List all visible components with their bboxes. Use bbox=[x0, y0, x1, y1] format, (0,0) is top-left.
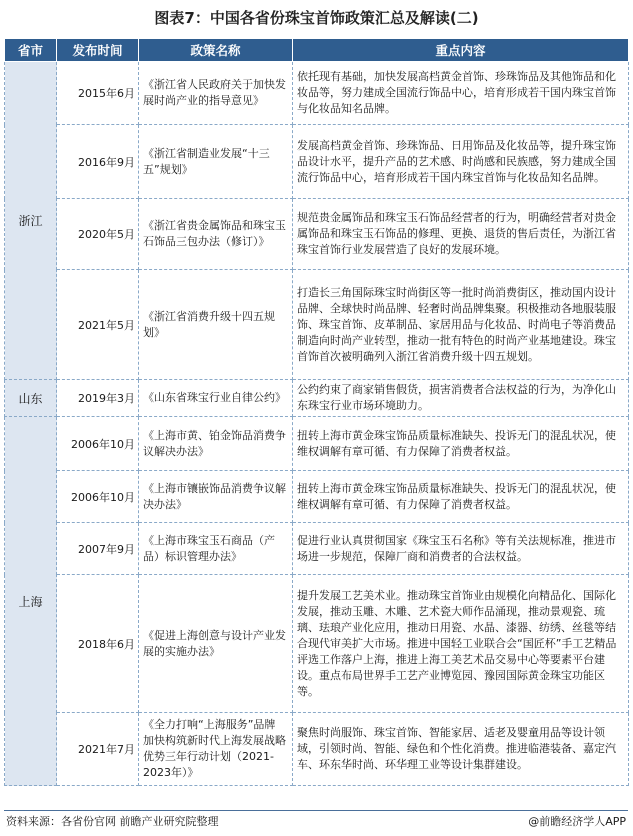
table-row bbox=[5, 270, 629, 380]
date-cell: 2006年10月 bbox=[57, 417, 139, 471]
table-row bbox=[5, 199, 629, 270]
footer bbox=[4, 810, 628, 831]
table-row bbox=[5, 62, 629, 125]
content-cell: 公约约束了商家销售假货，损害消费者合法权益的行为，为净化山东珠宝行业市场环境助力。 bbox=[293, 380, 629, 417]
table-row bbox=[5, 417, 629, 471]
date-cell: 2021年7月 bbox=[57, 713, 139, 786]
content-cell: 促进行业认真贯彻国家《珠宝玉石名称》等有关法规标准，推进市场进一步规范，保障厂商和消费者的合法权益。 bbox=[293, 523, 629, 575]
header-policy-name: 政策名称 bbox=[139, 39, 293, 62]
content-cell: 发展高档黄金首饰、珍珠饰品、日用饰品及化妆品等，提升珠宝饰品设计水平，提升产品的艺术感、时尚感和民族感，努力建成全国流行饰品中心，培育形成若干国内珠宝首饰与化妆品知名品牌。 bbox=[293, 125, 629, 199]
date-cell: 2018年6月 bbox=[57, 575, 139, 713]
date-cell: 2015年6月 bbox=[57, 62, 139, 125]
header-key-content: 重点内容 bbox=[293, 39, 629, 62]
content-cell: 扭转上海市黄金珠宝饰品质量标准缺失、投诉无门的混乱状况，使维权调解有章可循、有力保障了消费者权益。 bbox=[293, 471, 629, 523]
table-row bbox=[5, 125, 629, 199]
policy-name-cell: 《上海市黄、铂金饰品消费争议解决办法》 bbox=[139, 417, 293, 471]
date-cell: 2019年3月 bbox=[57, 380, 139, 417]
table-row bbox=[5, 471, 629, 523]
policy-table bbox=[4, 38, 629, 786]
policy-name-cell: 《浙江省消费升级十四五规划》 bbox=[139, 270, 293, 380]
table-row bbox=[5, 575, 629, 713]
table-row bbox=[5, 523, 629, 575]
policy-name-cell: 《浙江省贵金属饰品和珠宝玉石饰品三包办法（修订）》 bbox=[139, 199, 293, 270]
date-cell: 2007年9月 bbox=[57, 523, 139, 575]
policy-name-cell: 《上海市镶嵌饰品消费争议解决办法》 bbox=[139, 471, 293, 523]
header-date: 发布时间 bbox=[57, 39, 139, 62]
date-cell: 2006年10月 bbox=[57, 471, 139, 523]
content-cell: 规范贵金属饰品和珠宝玉石饰品经营者的行为，明确经营者对贵金属饰品和珠宝玉石饰品的修理、更换、退货的售后责任，为浙江省珠宝首饰行业发展营造了良好的发展环境。 bbox=[293, 199, 629, 270]
source-note: 资料来源：各省份官网 前瞻产业研究院整理 bbox=[6, 815, 219, 828]
policy-name-cell: 《促进上海创意与设计产业发展的实施办法》 bbox=[139, 575, 293, 713]
content-cell: 打造长三角国际珠宝时尚街区等一批时尚消费街区，推动国内设计品牌、全球快时尚品牌、轻奢时尚品牌集聚。积极推动各地服装服饰、珠宝首饰、皮革制品、家居用品与化妆品、时尚电子等消费品制造向时尚产业转型，推动一批有特色的时尚产业基地建设。珠宝首饰首次被明确列入浙江省消费升级十四五规划。 bbox=[293, 270, 629, 380]
app-credit: @前瞻经济学人APP bbox=[528, 815, 626, 828]
date-cell: 2020年5月 bbox=[57, 199, 139, 270]
content-cell: 提升发展工艺美术业。推动珠宝首饰业由规模化向精品化、国际化发展，推动玉雕、木雕、艺术瓷大师作品涌现，推动景观瓷、琉璃、珐琅产业化应用，推动日用瓷、水晶、漆器、纺绣、丝毯等结合现代审美扩大市场。推进中国轻工业联合会“国匠杯”手工艺精品评选工作落户上海，推进上海工美艺术品交易中心等要素平台建设。重点布局世界手工艺产业博览园、豫园国际黄金珠宝功能区等。 bbox=[293, 575, 629, 713]
table-row bbox=[5, 380, 629, 417]
header-province: 省市 bbox=[5, 39, 57, 62]
table-header-row bbox=[5, 39, 629, 62]
page-title: 图表7：中国各省份珠宝首饰政策汇总及解读(二) bbox=[154, 9, 479, 27]
date-cell: 2021年5月 bbox=[57, 270, 139, 380]
policy-name-cell: 《浙江省制造业发展“十三五”规划》 bbox=[139, 125, 293, 199]
date-cell: 2016年9月 bbox=[57, 125, 139, 199]
province-cell: 上海 bbox=[5, 417, 57, 786]
province-cell: 浙江 bbox=[5, 62, 57, 380]
policy-name-cell: 《山东省珠宝行业自律公约》 bbox=[139, 380, 293, 417]
content-cell: 聚焦时尚服饰、珠宝首饰、智能家居、适老及婴童用品等设计领域，引领时尚、智能、绿色和个性化消费。推进临港装备、嘉定汽车、环东华时尚、环华理工业等设计集群建设。 bbox=[293, 713, 629, 786]
content-cell: 扭转上海市黄金珠宝饰品质量标准缺失、投诉无门的混乱状况，使维权调解有章可循、有力保障了消费者权益。 bbox=[293, 417, 629, 471]
content-cell: 依托现有基础，加快发展高档黄金首饰、珍珠饰品及其他饰品和化妆品等，努力建成全国流行饰品中心，培育形成若干国内珠宝首饰与化妆品知名品牌。 bbox=[293, 62, 629, 125]
table-row bbox=[5, 713, 629, 786]
policy-name-cell: 《上海市珠宝玉石商品（产品）标识管理办法》 bbox=[139, 523, 293, 575]
policy-name-cell: 《全力打响“上海服务”品牌 加快构筑新时代上海发展战略优势三年行动计划（2021-2023年）》 bbox=[139, 713, 293, 786]
policy-name-cell: 《浙江省人民政府关于加快发展时尚产业的指导意见》 bbox=[139, 62, 293, 125]
province-cell: 山东 bbox=[5, 380, 57, 417]
